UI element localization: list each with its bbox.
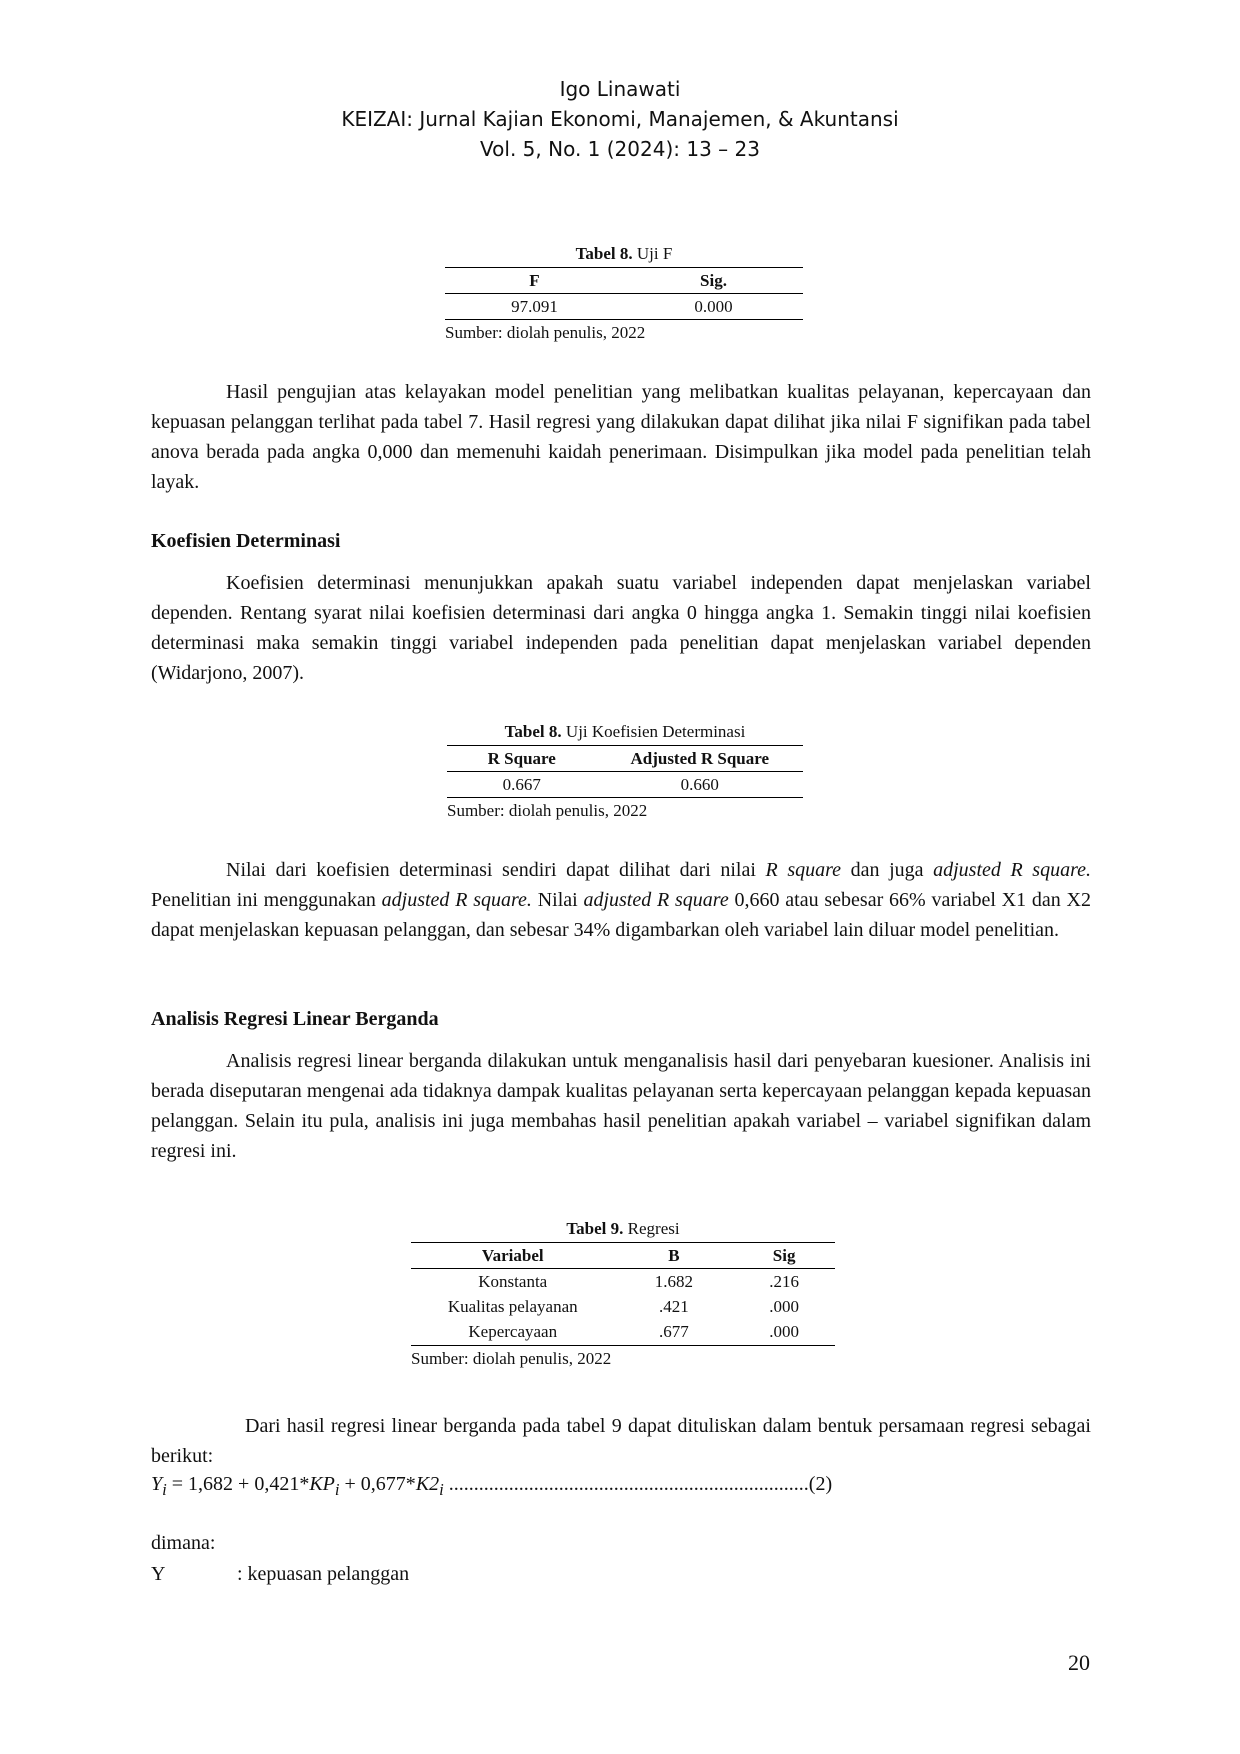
paragraph-kelayakan: Hasil pengujian atas kelayakan model penelitian yang melibatkan kualitas pelayanan, kepercayaan dan kepuasan pelanggan terlihat pada tabel 7. Hasil regresi yang dilakukan dapat dilihat jika nilai F signifikan pada tabel anova berada pada angka 0,000 dan memenuhi kaidah penerimaan. Disimpulkan jika model pada penelitian telah layak. [151, 381, 1091, 493]
section-heading-koefisien: Koefisien Determinasi [151, 530, 341, 552]
table-regresi [411, 1219, 835, 1369]
definition-y: Y : kepuasan pelanggan [151, 1563, 410, 1585]
table-row [411, 1269, 835, 1295]
table-cell: 1.682 [654, 1271, 693, 1291]
column-header: B [615, 1243, 734, 1269]
table-cell: 0.000 [624, 294, 803, 320]
paragraph-persamaan: Dari hasil regresi linear berganda pada tabel 9 dapat dituliskan dalam bentuk persamaan regresi sebagai berikut: [151, 1415, 1091, 1467]
table-cell: Kepercayaan [411, 1320, 615, 1346]
table-caption: Tabel 9. Regresi [566, 1219, 680, 1238]
header-volume: Vol. 5, No. 1 (2024): 13 – 23 [480, 137, 760, 161]
column-header: R Square [447, 746, 597, 772]
table-grid [445, 267, 803, 320]
table-cell: .421 [659, 1297, 689, 1316]
column-header: Variabel [411, 1243, 615, 1269]
table-grid [447, 745, 803, 798]
table-row [411, 1295, 835, 1320]
table-cell: .677 [615, 1320, 734, 1346]
table-cell: Konstanta [478, 1271, 548, 1291]
paragraph-koefisien: Koefisien determinasi menunjukkan apakah suatu variabel independen dapat menjelaskan variabel dependen. Rentang syarat nilai koefisien determinasi dari angka 0 hingga angka 1. Semakin tinggi nilai koefisien determinasi maka semakin tinggi variabel independen pada penelitian dapat menjelaskan variabel dependen (Widarjono, 2007). [151, 572, 1091, 684]
section-heading-regresi: Analisis Regresi Linear Berganda [151, 1008, 439, 1030]
table-source: Sumber: diolah penulis, 2022 [447, 801, 648, 820]
column-header: Sig [733, 1243, 835, 1269]
table-caption: Tabel 8. Uji Koefisien Determinasi [504, 722, 746, 741]
header-journal: KEIZAI: Jurnal Kajian Ekonomi, Manajemen, & Akuntansi [341, 107, 899, 131]
table-cell: 0.667 [447, 772, 597, 798]
dimana-label: dimana: [151, 1532, 216, 1554]
table-source: Sumber: diolah penulis, 2022 [411, 1348, 612, 1368]
table-uji-f [445, 244, 803, 343]
table-cell: .000 [769, 1297, 799, 1316]
header-author: Igo Linawati [559, 77, 681, 101]
table-cell: .216 [769, 1271, 799, 1291]
column-header: Adjusted R Square [597, 746, 803, 772]
regression-equation: $Y_i = 1,682 + 0,421*KP_i + 0,677*K2_i$ ........................................................................(2) [151, 1473, 833, 1499]
table-row [447, 772, 803, 798]
paragraph-r-square: Nilai dari koefisien determinasi sendiri dapat dilihat dari nilai R square dan juga adjusted R square. Penelitian ini menggunakan adjusted R square. Nilai adjusted R square 0,660 atau sebesar 66% variabel X1 dan X2 dapat menjelaskan kepuasan pelanggan, dan sebesar 34% digambarkan oleh variabel lain diluar model penelitian. [151, 859, 1091, 941]
table-caption: Tabel 8. Uji F [575, 244, 673, 263]
table-cell: Kualitas pelayanan [447, 1297, 578, 1316]
table-koefisien-determinasi [447, 722, 803, 821]
table-row [411, 1320, 835, 1346]
running-header [0, 74, 1240, 164]
table-row [445, 294, 803, 320]
paragraph-regresi: Analisis regresi linear berganda dilakukan untuk menganalisis hasil dari penyebaran kuesioner. Analisis ini berada diseputaran mengenai ada tidaknya dampak kualitas pelayanan serta kepercayaan pelanggan kepada kepuasan pelanggan. Selain itu pula, analisis ini juga membahas hasil penelitian apakah variabel – variabel signifikan dalam regresi ini. [151, 1050, 1091, 1162]
table-cell: .000 [733, 1320, 835, 1346]
column-header: F [445, 268, 624, 294]
column-header: Sig. [624, 268, 803, 294]
table-cell: 97.091 [445, 294, 624, 320]
table-grid [411, 1242, 835, 1346]
page-number: 20 [1068, 1650, 1090, 1675]
table-source: Sumber: diolah penulis, 2022 [445, 323, 646, 342]
table-cell: 0.660 [597, 772, 803, 798]
